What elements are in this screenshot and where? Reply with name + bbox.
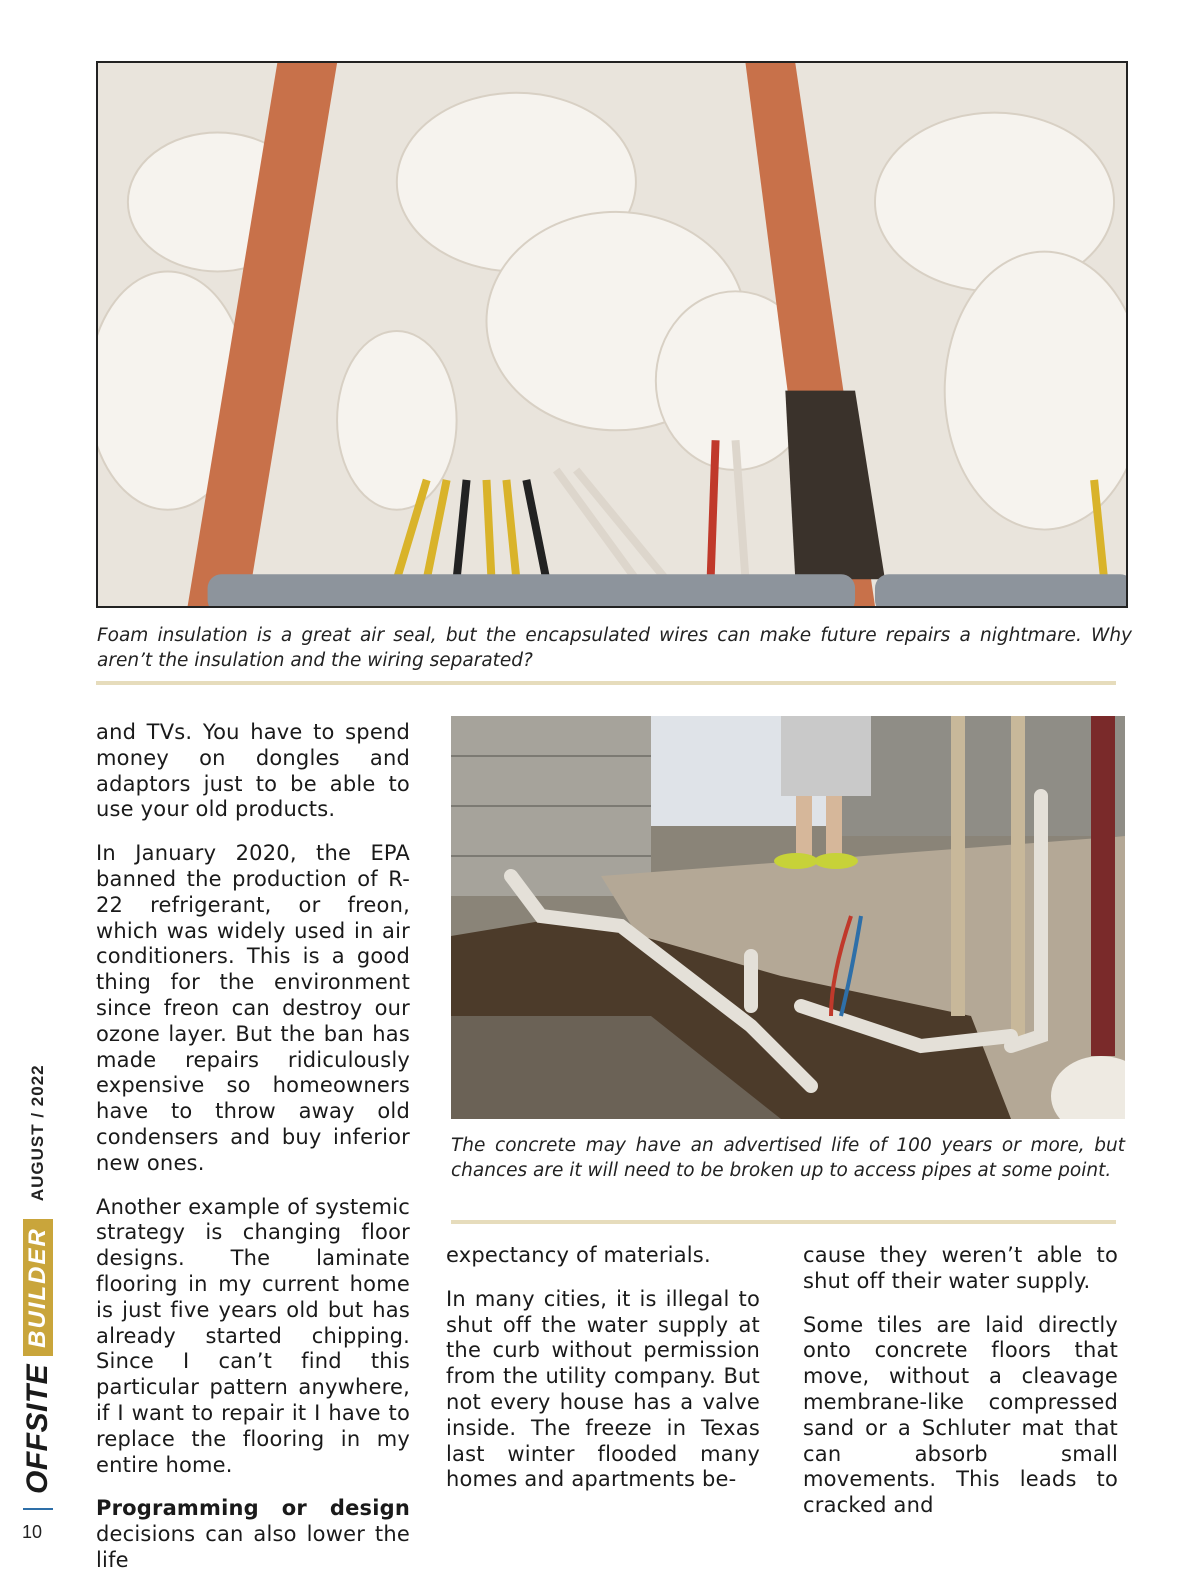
paragraph: Some tiles are laid directly onto concrete floors that move, without a cleavage membrane-like compressed sand or a Schluter mat that can absorb small movements. This leads to cracked and	[803, 1312, 1118, 1518]
magazine-sidebar	[18, 1050, 58, 1510]
brand-builder: BUILDER	[23, 1219, 53, 1356]
divider-rule-top	[96, 681, 1116, 685]
text-column-3	[803, 1243, 1118, 1537]
paragraph: expectancy of materials.	[446, 1243, 711, 1267]
paragraph: and TVs. You have to spend money on dongles and adaptors just to be able to use your old products.	[96, 720, 410, 822]
page-number: 10	[22, 1522, 43, 1542]
text-column-2	[446, 1243, 760, 1511]
top-photo-caption: Foam insulation is a great air seal, but the encapsulated wires can make future repairs a nightmare. Why aren’t the insulation and the wiring separated?	[97, 625, 1132, 671]
text-column-1	[96, 720, 410, 1592]
paragraph: cause they weren’t able to shut off their water supply.	[803, 1243, 1118, 1293]
sidebar-accent-bar	[23, 1508, 53, 1510]
paragraph-text: decisions can also lower the life	[96, 1522, 410, 1572]
paragraph: In January 2020, the EPA banned the production of R-22 refrigerant, or freon, which was widely used in air conditioners. This is a good thing for the environment since freon can destroy our ozone layer. But the ban has made repairs ridiculously expensive so homeowners have to throw away old condensers and buy inferior new ones.	[96, 841, 410, 1175]
foam-insulation-image	[98, 63, 1126, 606]
issue-date: AUGUST / 2022	[28, 1064, 47, 1202]
paragraph: Another example of systemic strategy is changing floor designs. The laminate flooring in my current home is just five years old but has already started chipping. Since I can’t find this particular pattern anywhere, if I want to repair it I have to replace the flooring in my entire home.	[96, 1194, 410, 1477]
plumbing-trench-image	[451, 716, 1125, 1119]
divider-rule-middle	[451, 1220, 1116, 1224]
plumbing-trench-photo	[451, 716, 1125, 1119]
paragraph: In many cities, it is illegal to shut off the water supply at the curb without permission from the utility company. But not every house has a valve inside. The freeze in Texas last winter flooded many homes and apartments be-	[446, 1286, 760, 1492]
foam-insulation-photo	[96, 61, 1128, 608]
section-lead-bold: Programming or design	[96, 1496, 410, 1521]
middle-photo-caption: The concrete may have an advertised life of 100 years or more, but chances are it will need to be broken up to access pipes at some point.	[451, 1135, 1125, 1181]
paragraph	[96, 1496, 410, 1573]
brand-offsite: OFFSITE	[21, 1363, 54, 1494]
